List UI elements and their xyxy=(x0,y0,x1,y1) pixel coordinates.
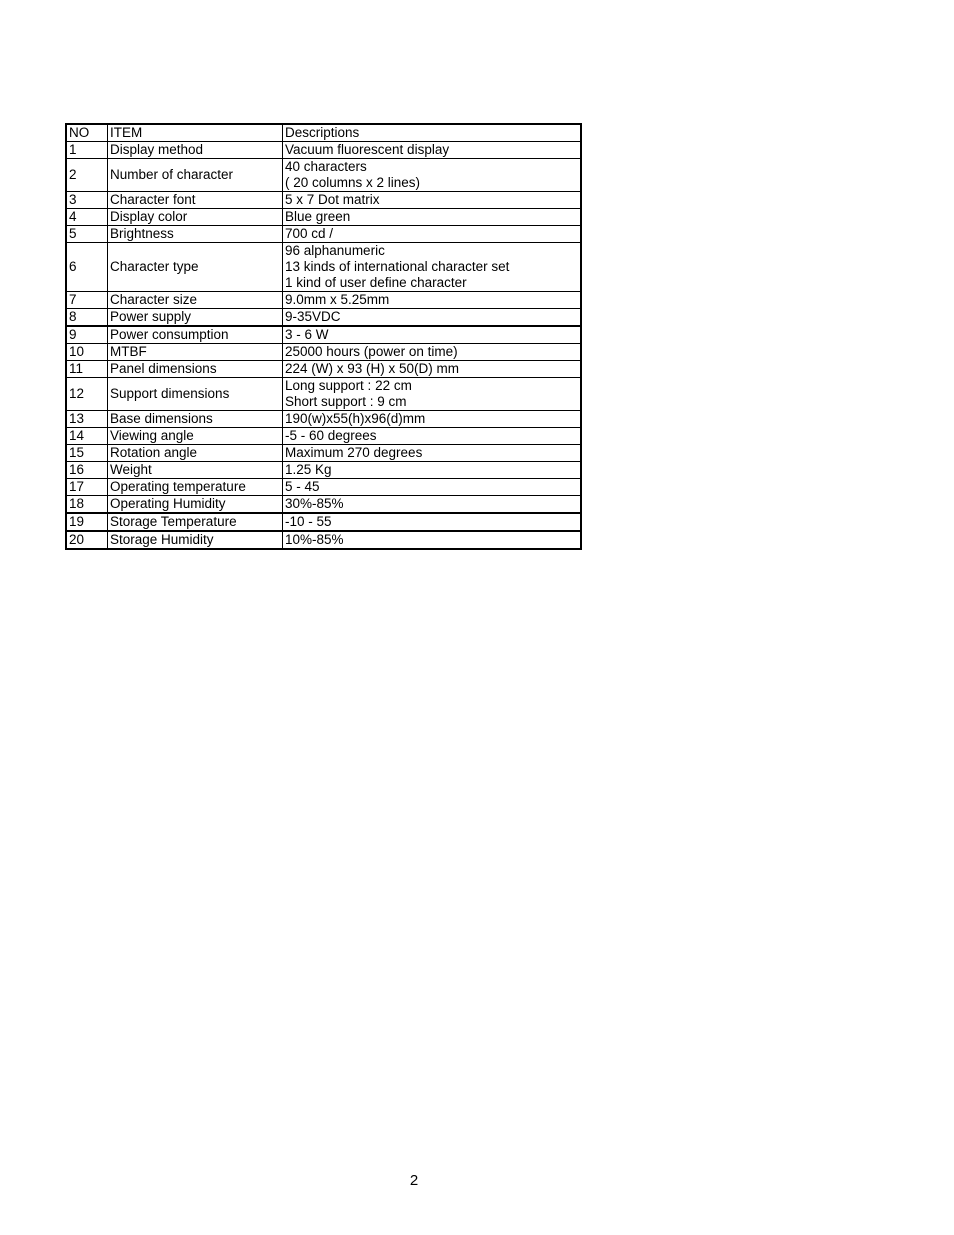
cell-no: 12 xyxy=(66,378,108,411)
description-line: 10%-85% xyxy=(285,532,344,547)
table-row xyxy=(66,226,581,243)
cell-item: Rotation angle xyxy=(108,445,283,462)
cell-no: 1 xyxy=(66,142,108,159)
table-row xyxy=(66,361,581,378)
cell-description xyxy=(283,192,582,209)
table-header-row xyxy=(66,124,581,142)
cell-description xyxy=(283,428,582,445)
cell-description xyxy=(283,209,582,226)
cell-description xyxy=(283,462,582,479)
description-line: 190(w)x55(h)x96(d)mm xyxy=(285,411,426,426)
description-line: 40 characters xyxy=(285,159,367,174)
header-no: NO xyxy=(66,124,108,142)
table-row xyxy=(66,309,581,327)
description-line: 9-35VDC xyxy=(285,309,341,324)
cell-item: MTBF xyxy=(108,344,283,361)
table-row xyxy=(66,411,581,428)
table-row xyxy=(66,428,581,445)
cell-description xyxy=(283,531,582,549)
description-line: 13 kinds of international character set xyxy=(285,259,510,274)
cell-no: 17 xyxy=(66,479,108,496)
cell-description xyxy=(283,344,582,361)
cell-no: 9 xyxy=(66,326,108,344)
cell-description xyxy=(283,142,582,159)
description-line: Short support : 9 cm xyxy=(285,394,407,409)
description-line: 9.0mm x 5.25mm xyxy=(285,292,390,307)
description-line: 30%-85% xyxy=(285,496,344,511)
cell-no: 13 xyxy=(66,411,108,428)
table-row xyxy=(66,192,581,209)
description-line: Long support : 22 cm xyxy=(285,378,412,393)
cell-description xyxy=(283,309,582,327)
cell-description xyxy=(283,226,582,243)
description-line: 1 kind of user define character xyxy=(285,275,467,290)
table-row xyxy=(66,326,581,344)
table-row xyxy=(66,243,581,292)
cell-item: Power supply xyxy=(108,309,283,327)
description-line: 25000 hours (power on time) xyxy=(285,344,458,359)
cell-no: 8 xyxy=(66,309,108,327)
description-line: ( 20 columns x 2 lines) xyxy=(285,175,421,190)
description-line: 96 alphanumeric xyxy=(285,243,385,258)
cell-no: 18 xyxy=(66,496,108,514)
description-line: 700 cd / xyxy=(285,226,334,241)
cell-item: Display color xyxy=(108,209,283,226)
cell-description xyxy=(283,326,582,344)
table-row xyxy=(66,142,581,159)
cell-no: 7 xyxy=(66,292,108,309)
table-row xyxy=(66,531,581,549)
cell-description xyxy=(283,243,582,292)
cell-item: Base dimensions xyxy=(108,411,283,428)
cell-description xyxy=(283,445,582,462)
cell-description xyxy=(283,361,582,378)
cell-item: Storage Humidity xyxy=(108,531,283,549)
header-item: ITEM xyxy=(108,124,283,142)
cell-description xyxy=(283,496,582,514)
cell-item: Operating temperature xyxy=(108,479,283,496)
cell-no: 6 xyxy=(66,243,108,292)
table-row xyxy=(66,292,581,309)
cell-description xyxy=(283,513,582,531)
cell-description xyxy=(283,292,582,309)
cell-item: Number of character xyxy=(108,159,283,192)
cell-description xyxy=(283,159,582,192)
description-line: 1.25 Kg xyxy=(285,462,332,477)
cell-item: Character type xyxy=(108,243,283,292)
cell-no: 2 xyxy=(66,159,108,192)
cell-description xyxy=(283,411,582,428)
cell-description xyxy=(283,378,582,411)
table-row xyxy=(66,479,581,496)
cell-no: 11 xyxy=(66,361,108,378)
cell-description xyxy=(283,479,582,496)
cell-item: Brightness xyxy=(108,226,283,243)
table-row xyxy=(66,462,581,479)
cell-no: 14 xyxy=(66,428,108,445)
description-line: 5 - 45 xyxy=(285,479,320,494)
cell-no: 19 xyxy=(66,513,108,531)
cell-no: 5 xyxy=(66,226,108,243)
description-line: 3 - 6 W xyxy=(285,327,329,342)
description-line: -5 - 60 degrees xyxy=(285,428,377,443)
cell-item: Panel dimensions xyxy=(108,361,283,378)
cell-no: 4 xyxy=(66,209,108,226)
cell-item: Power consumption xyxy=(108,326,283,344)
cell-no: 3 xyxy=(66,192,108,209)
header-description: Descriptions xyxy=(283,124,582,142)
table-row xyxy=(66,496,581,514)
cell-item: Operating Humidity xyxy=(108,496,283,514)
description-line: Maximum 270 degrees xyxy=(285,445,423,460)
description-line: Vacuum fluorescent display xyxy=(285,142,450,157)
cell-item: Viewing angle xyxy=(108,428,283,445)
table-row xyxy=(66,513,581,531)
cell-no: 16 xyxy=(66,462,108,479)
cell-item: Character size xyxy=(108,292,283,309)
cell-item: Display method xyxy=(108,142,283,159)
description-line: 224 (W) x 93 (H) x 50(D) mm xyxy=(285,361,460,376)
cell-item: Weight xyxy=(108,462,283,479)
table-row xyxy=(66,159,581,192)
table-row xyxy=(66,378,581,411)
cell-item: Support dimensions xyxy=(108,378,283,411)
description-line: -10 - 55 xyxy=(285,514,332,529)
description-line: Blue green xyxy=(285,209,351,224)
cell-no: 15 xyxy=(66,445,108,462)
page-number: 2 xyxy=(409,1172,419,1189)
spec-table-body xyxy=(66,124,581,549)
table-row xyxy=(66,209,581,226)
spec-table xyxy=(65,123,582,550)
cell-item: Storage Temperature xyxy=(108,513,283,531)
table-row xyxy=(66,344,581,361)
table-row xyxy=(66,445,581,462)
cell-no: 10 xyxy=(66,344,108,361)
description-line: 5 x 7 Dot matrix xyxy=(285,192,380,207)
cell-no: 20 xyxy=(66,531,108,549)
cell-item: Character font xyxy=(108,192,283,209)
